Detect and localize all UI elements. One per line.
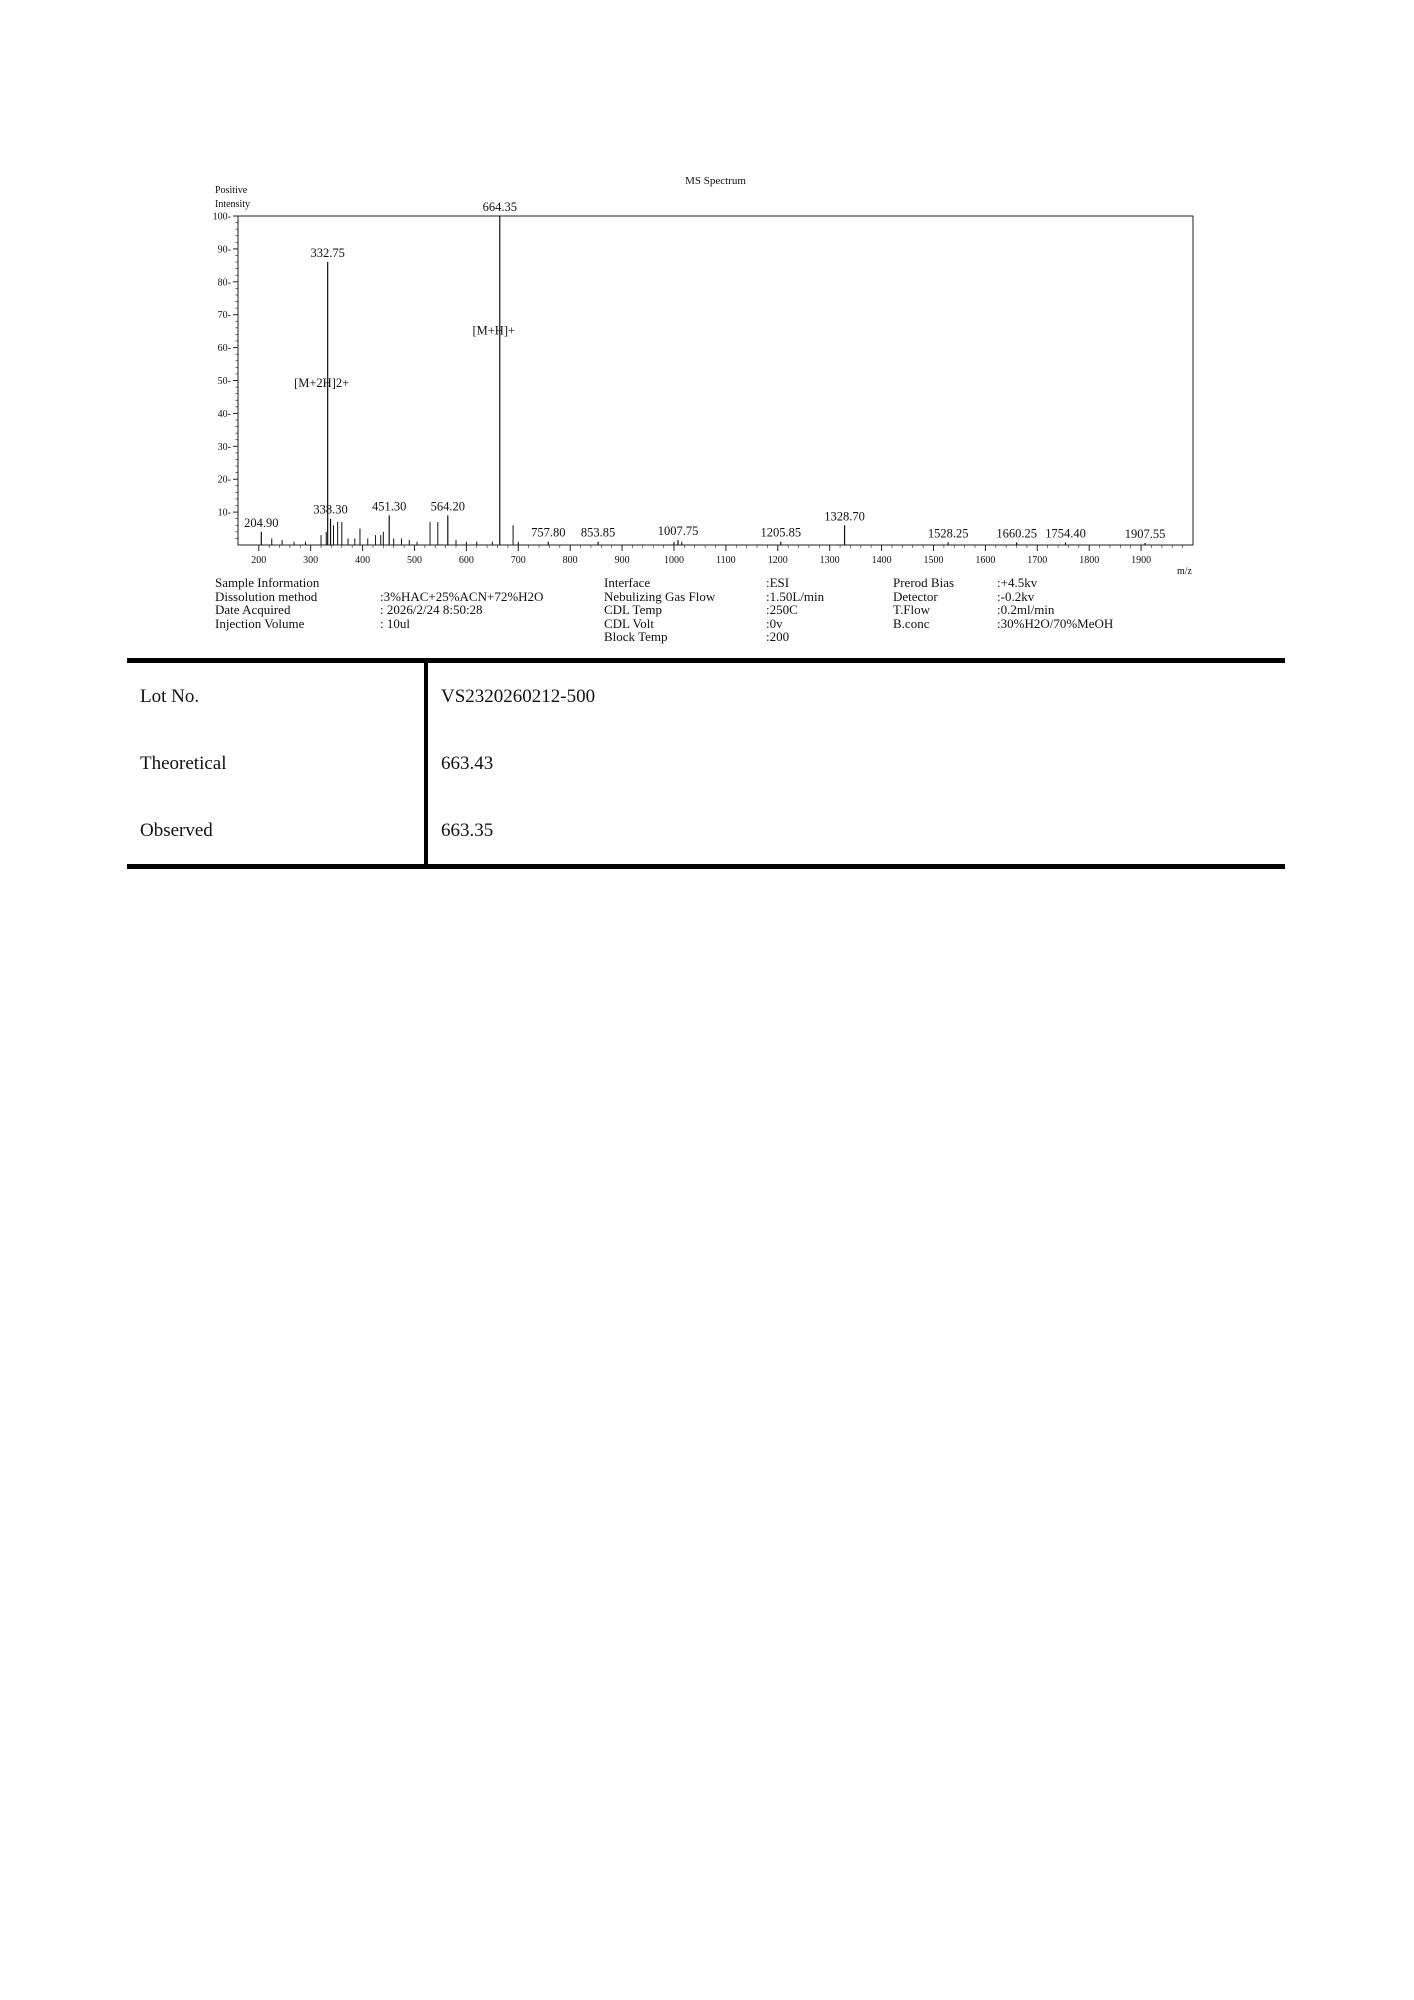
- param-value: :+4.5kv: [997, 575, 1038, 590]
- x-tick-label: 400: [355, 555, 371, 566]
- y-tick-label: 60-: [217, 343, 231, 355]
- param-label: CDL Volt: [604, 615, 654, 631]
- theoretical-mass-value: 663.43: [441, 752, 494, 774]
- detector-params: [893, 576, 1113, 630]
- param-row: [215, 576, 543, 590]
- peak-annotation: [M+H]+: [472, 323, 516, 338]
- param-row: [893, 576, 1113, 590]
- peak-label: 1328.70: [824, 509, 865, 524]
- peak-label: 1907.55: [1124, 527, 1166, 542]
- x-axis-label: m/z: [1177, 566, 1192, 577]
- lot-number-value: VS2320260212-500: [441, 685, 596, 707]
- param-label: Nebulizing Gas Flow: [604, 588, 716, 604]
- chart-title: MS Spectrum: [685, 175, 746, 187]
- x-tick-label: 500: [406, 555, 422, 566]
- x-tick-label: 1300: [819, 555, 840, 566]
- param-label: Dissolution method: [215, 588, 318, 604]
- x-tick-label: 1500: [923, 555, 944, 566]
- x-tick-label: 700: [510, 555, 526, 566]
- theoretical-mass-label: Theoretical: [127, 730, 426, 797]
- y-tick-label: 90-: [217, 244, 231, 256]
- param-value: :0.2ml/min: [997, 602, 1055, 617]
- param-value: : 10ul: [380, 615, 410, 631]
- param-row: [893, 617, 1113, 631]
- ms-spectrum-chart: [0, 0, 1414, 660]
- table-row: [127, 797, 1285, 867]
- x-tick-label: 1200: [767, 555, 788, 566]
- param-label: Detector: [893, 588, 938, 604]
- plot-frame: [238, 216, 1193, 545]
- param-label: CDL Temp: [604, 602, 662, 617]
- param-row: [893, 590, 1113, 604]
- param-label: Date Acquired: [215, 602, 291, 617]
- x-tick-label: 900: [614, 555, 630, 566]
- peak-label: 1205.85: [760, 525, 802, 540]
- param-row: [215, 617, 543, 631]
- param-row: [604, 576, 824, 590]
- lot-info-table: [127, 658, 1285, 869]
- x-tick-label: 800: [562, 555, 578, 566]
- param-label: Injection Volume: [215, 615, 305, 631]
- peak-label: 853.85: [580, 525, 616, 540]
- param-label: Block Temp: [604, 629, 668, 644]
- param-value: :250C: [766, 602, 798, 617]
- x-tick-label: 1600: [975, 555, 996, 566]
- peak-label: 1754.40: [1045, 526, 1086, 541]
- peak-label: 204.90: [244, 515, 279, 530]
- x-tick-label: 300: [303, 555, 319, 566]
- param-row: [215, 590, 543, 604]
- peak-label: 1528.25: [927, 526, 969, 541]
- param-row: [604, 617, 824, 631]
- param-value: :200: [766, 629, 790, 644]
- param-label: Sample Information: [215, 575, 320, 590]
- y-tick-label: 20-: [217, 474, 231, 486]
- param-value: :0v: [766, 615, 783, 631]
- peak-label: 757.80: [531, 525, 566, 540]
- peak-label: 1660.25: [996, 526, 1037, 541]
- x-tick-label: 1800: [1079, 555, 1100, 566]
- y-tick-label: 10-: [217, 507, 231, 519]
- param-value: :3%HAC+25%ACN+72%H2O: [380, 588, 544, 604]
- x-tick-label: 1400: [871, 555, 892, 566]
- y-tick-label: 30-: [217, 441, 231, 453]
- x-tick-label: 1000: [663, 555, 684, 566]
- ion-mode-label: Positive: [215, 185, 248, 196]
- peak-annotation: [M+2H]2+: [294, 376, 350, 391]
- param-label: T.Flow: [893, 602, 930, 617]
- param-label: Prerod Bias: [893, 575, 955, 590]
- param-value: :1.50L/min: [766, 588, 825, 604]
- peak-label: 451.30: [372, 499, 407, 514]
- x-tick-label: 1900: [1131, 555, 1152, 566]
- param-value: : 2026/2/24 8:50:28: [380, 602, 483, 617]
- observed-mass-value: 663.35: [441, 819, 494, 841]
- x-tick-label: 1100: [716, 555, 736, 566]
- lot-number-label: Lot No.: [127, 661, 426, 731]
- observed-mass-label: Observed: [127, 797, 426, 867]
- interface-params: [604, 576, 824, 644]
- table-row: [127, 661, 1285, 731]
- param-row: [893, 603, 1113, 617]
- y-tick-label: 40-: [217, 408, 231, 420]
- param-value: :-0.2kv: [997, 588, 1035, 604]
- x-tick-label: 200: [251, 555, 267, 566]
- peak-label: 338.30: [313, 502, 348, 517]
- x-tick-label: 600: [458, 555, 474, 566]
- sample-info-params: [215, 576, 543, 630]
- table-row: [127, 730, 1285, 797]
- param-label: Interface: [604, 575, 651, 590]
- param-value: :30%H2O/70%MeOH: [997, 615, 1114, 631]
- param-row: [604, 630, 824, 644]
- y-axis-label: Intensity: [215, 199, 250, 210]
- param-row: [604, 603, 824, 617]
- peak-label: 664.35: [482, 200, 517, 214]
- peak-label: 1007.75: [657, 524, 699, 539]
- y-tick-label: 80-: [217, 277, 231, 289]
- peak-label: 564.20: [430, 499, 465, 514]
- peak-label: 332.75: [310, 246, 345, 261]
- param-row: [604, 590, 824, 604]
- param-row: [215, 603, 543, 617]
- x-tick-label: 1700: [1027, 555, 1048, 566]
- y-tick-label: 70-: [217, 310, 231, 322]
- y-tick-label: 100-: [212, 211, 231, 223]
- y-tick-label: 50-: [217, 376, 231, 387]
- param-value: :ESI: [766, 575, 790, 590]
- param-label: B.conc: [893, 615, 930, 631]
